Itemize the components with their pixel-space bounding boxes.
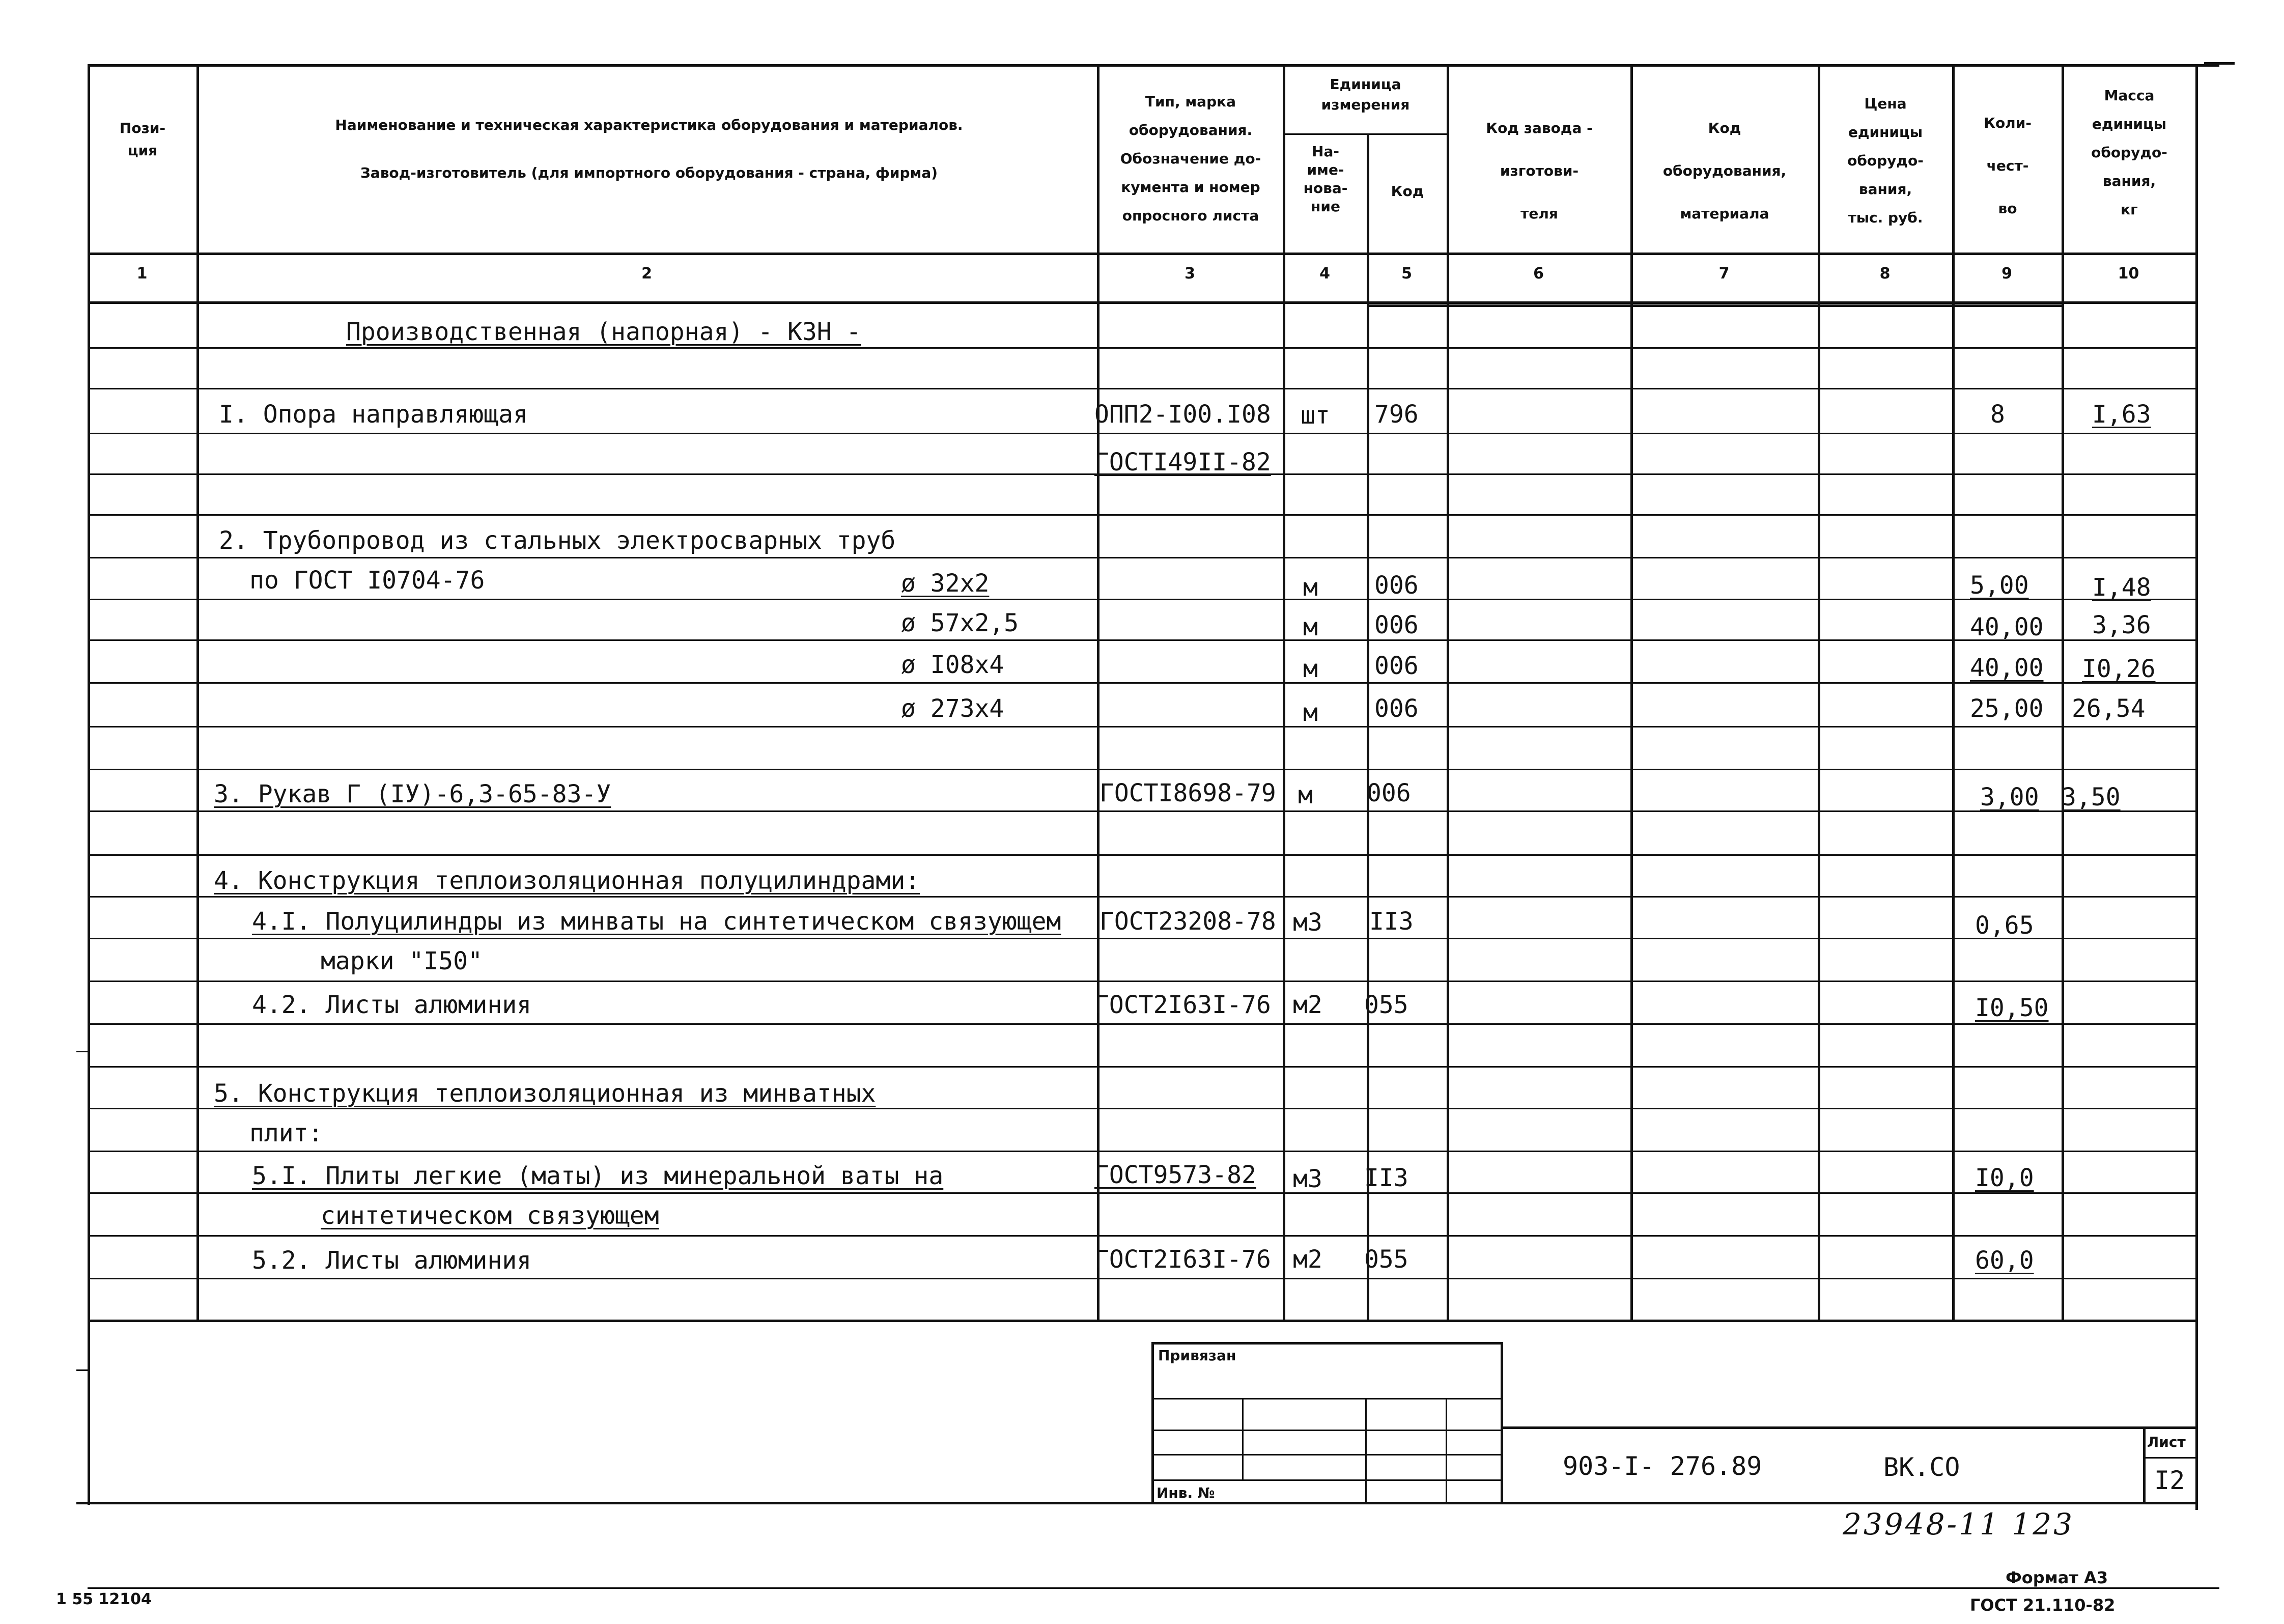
row2c-mass: I0,26 [2082, 655, 2156, 683]
stamp-doc-number: 903-I- 276.89 [1563, 1451, 1762, 1481]
stamp-privyazan: Привязан [1158, 1347, 1236, 1364]
row41-type: ГОСТ23208-78 [1099, 907, 1276, 936]
row2b-dimension: ø 57х2,5 [901, 609, 1019, 637]
row41b-name: марки "I50" [321, 947, 483, 975]
row1-name: I. Опора направляющая [219, 400, 528, 429]
row4-name: 4. Конструкция теплоизоляционная полуцилиндрами: [214, 866, 920, 895]
stamp-doc-code: ВК.СО [1883, 1452, 1960, 1482]
row52-qty: 60,0 [1975, 1246, 2034, 1275]
row3-name: 3. Рукав Г (IУ)-6,3-65-83-У [214, 780, 611, 808]
row51-unit: м3 [1293, 1165, 1322, 1193]
footer-standard: ГОСТ 21.110-82 [1970, 1595, 2116, 1615]
col-num-7: 7 [1718, 265, 1730, 283]
row5-name: 5. Конструкция теплоизоляционная из минватных [214, 1079, 876, 1108]
row2b-qty: 40,00 [1970, 613, 2044, 641]
row2a-code: 006 [1374, 571, 1419, 600]
header-name-line1: Наименование и техническая характеристика оборудования и материалов. [335, 117, 963, 133]
header-quantity: Коли- чест- во [1984, 115, 2032, 217]
row52-code: 055 [1364, 1245, 1408, 1274]
row2d-mass: 26,54 [2072, 694, 2146, 723]
row42-code: 055 [1364, 991, 1408, 1019]
header-unit-group: Единица измерения [1321, 76, 1410, 113]
header-price: Цена единицы оборудо- вания, тыс. руб. [1847, 95, 1924, 226]
row2b-code: 006 [1374, 611, 1419, 639]
row1-mass: I,63 [2092, 400, 2151, 429]
row2d-code: 006 [1374, 694, 1419, 723]
header-unit-code: Код [1391, 183, 1424, 200]
row52-type: ГОСТ2I63I-76 [1094, 1245, 1271, 1274]
row52-unit: м2 [1293, 1245, 1322, 1274]
row41-code: II3 [1369, 907, 1414, 936]
row5b-name: плит: [249, 1119, 323, 1147]
row1-qty: 8 [1990, 400, 2005, 429]
row51b-name: синтетическом связующем [321, 1201, 659, 1230]
row3-code: 006 [1367, 779, 1411, 807]
row2d-qty: 25,00 [1970, 694, 2044, 723]
row2d-dimension: ø 273х4 [901, 694, 1004, 723]
row2c-dimension: ø I08х4 [901, 651, 1004, 679]
section-title: Производственная (напорная) - К3Н - [346, 318, 861, 346]
row2b-unit: м [1303, 613, 1318, 641]
row3-qty: 3,00 [1980, 783, 2039, 811]
row41-qty: 0,65 [1975, 911, 2034, 940]
row2-name: 2. Трубопровод из стальных электросварных труб [219, 526, 896, 555]
row2c-unit: м [1303, 655, 1318, 683]
row2a-qty: 5,00 [1970, 571, 2029, 600]
col-num-4: 4 [1319, 265, 1330, 283]
row3-mass: 3,50 [2062, 783, 2121, 811]
header-unit-name: На- име- нова- ние [1303, 143, 1348, 215]
handwritten-number: 23948-11 123 [1843, 1507, 2075, 1542]
row51-qty: I0,0 [1975, 1164, 2034, 1192]
row52-name: 5.2. Листы алюминия [252, 1246, 532, 1275]
row1b-type: ГОСТI49II-82 [1094, 448, 1271, 477]
row2a-dimension: ø 32х2 [901, 569, 990, 598]
row2b-mass: 3,36 [2092, 611, 2151, 639]
footer-left-code: 1 55 12104 [56, 1590, 152, 1608]
row1-code: 796 [1374, 400, 1419, 429]
row2a-mass: I,48 [2092, 573, 2151, 602]
row42-name: 4.2. Листы алюминия [252, 991, 532, 1019]
col-num-8: 8 [1879, 265, 1891, 283]
row42-type: ГОСТ2I63I-76 [1094, 991, 1271, 1019]
row51-name: 5.I. Плиты легкие (маты) из минеральной ваты на [252, 1162, 944, 1190]
col-num-3: 3 [1185, 265, 1195, 283]
row51-type: ГОСТ9573-82 [1094, 1161, 1256, 1189]
header-mass: Масса единицы оборудо- вания, кг [2091, 87, 2167, 218]
footer-format: Формат А3 [2006, 1568, 2108, 1587]
row2c-code: 006 [1374, 652, 1419, 680]
row2d-unit: м [1303, 698, 1318, 727]
header-plant-code: Код завода - изготови- теля [1486, 120, 1593, 222]
stamp-sheet-number: I2 [2154, 1466, 2185, 1495]
header-equipment-code: Код оборудования, материала [1662, 120, 1787, 222]
col-num-9: 9 [2001, 265, 2012, 283]
row42-unit: м2 [1293, 991, 1322, 1019]
row1-unit: шт [1301, 401, 1330, 430]
header-name-line2: Завод-изготовитель (для импортного оборудования - страна, фирма) [360, 164, 938, 181]
row2c-qty: 40,00 [1970, 654, 2044, 682]
row51-code: II3 [1364, 1164, 1408, 1192]
col-num-6: 6 [1533, 265, 1544, 283]
header-position: Пози- ция [119, 120, 166, 159]
row41-unit: м3 [1293, 908, 1322, 937]
row41-name: 4.I. Полуцилиндры из минваты на синтетическом связующем [252, 907, 1061, 936]
stamp-inv: Инв. № [1157, 1485, 1215, 1501]
row3-type: ГОСТI8698-79 [1099, 779, 1276, 807]
col-num-10: 10 [2118, 265, 2139, 283]
stamp-sheet-label: Лист [2147, 1434, 2186, 1450]
row42-qty: I0,50 [1975, 994, 2049, 1022]
col-num-5: 5 [1401, 265, 1412, 283]
col-num-2: 2 [641, 265, 652, 283]
row1-type: ОПП2-I00.I08 [1094, 400, 1271, 429]
row3-unit: м [1298, 781, 1313, 809]
col-num-1: 1 [136, 265, 148, 283]
row2a-unit: м [1303, 573, 1318, 602]
row2a-name: по ГОСТ I0704-76 [249, 566, 485, 595]
header-type: Тип, марка оборудования. Обозначение до- кумента и номер опросного листа [1120, 93, 1261, 224]
